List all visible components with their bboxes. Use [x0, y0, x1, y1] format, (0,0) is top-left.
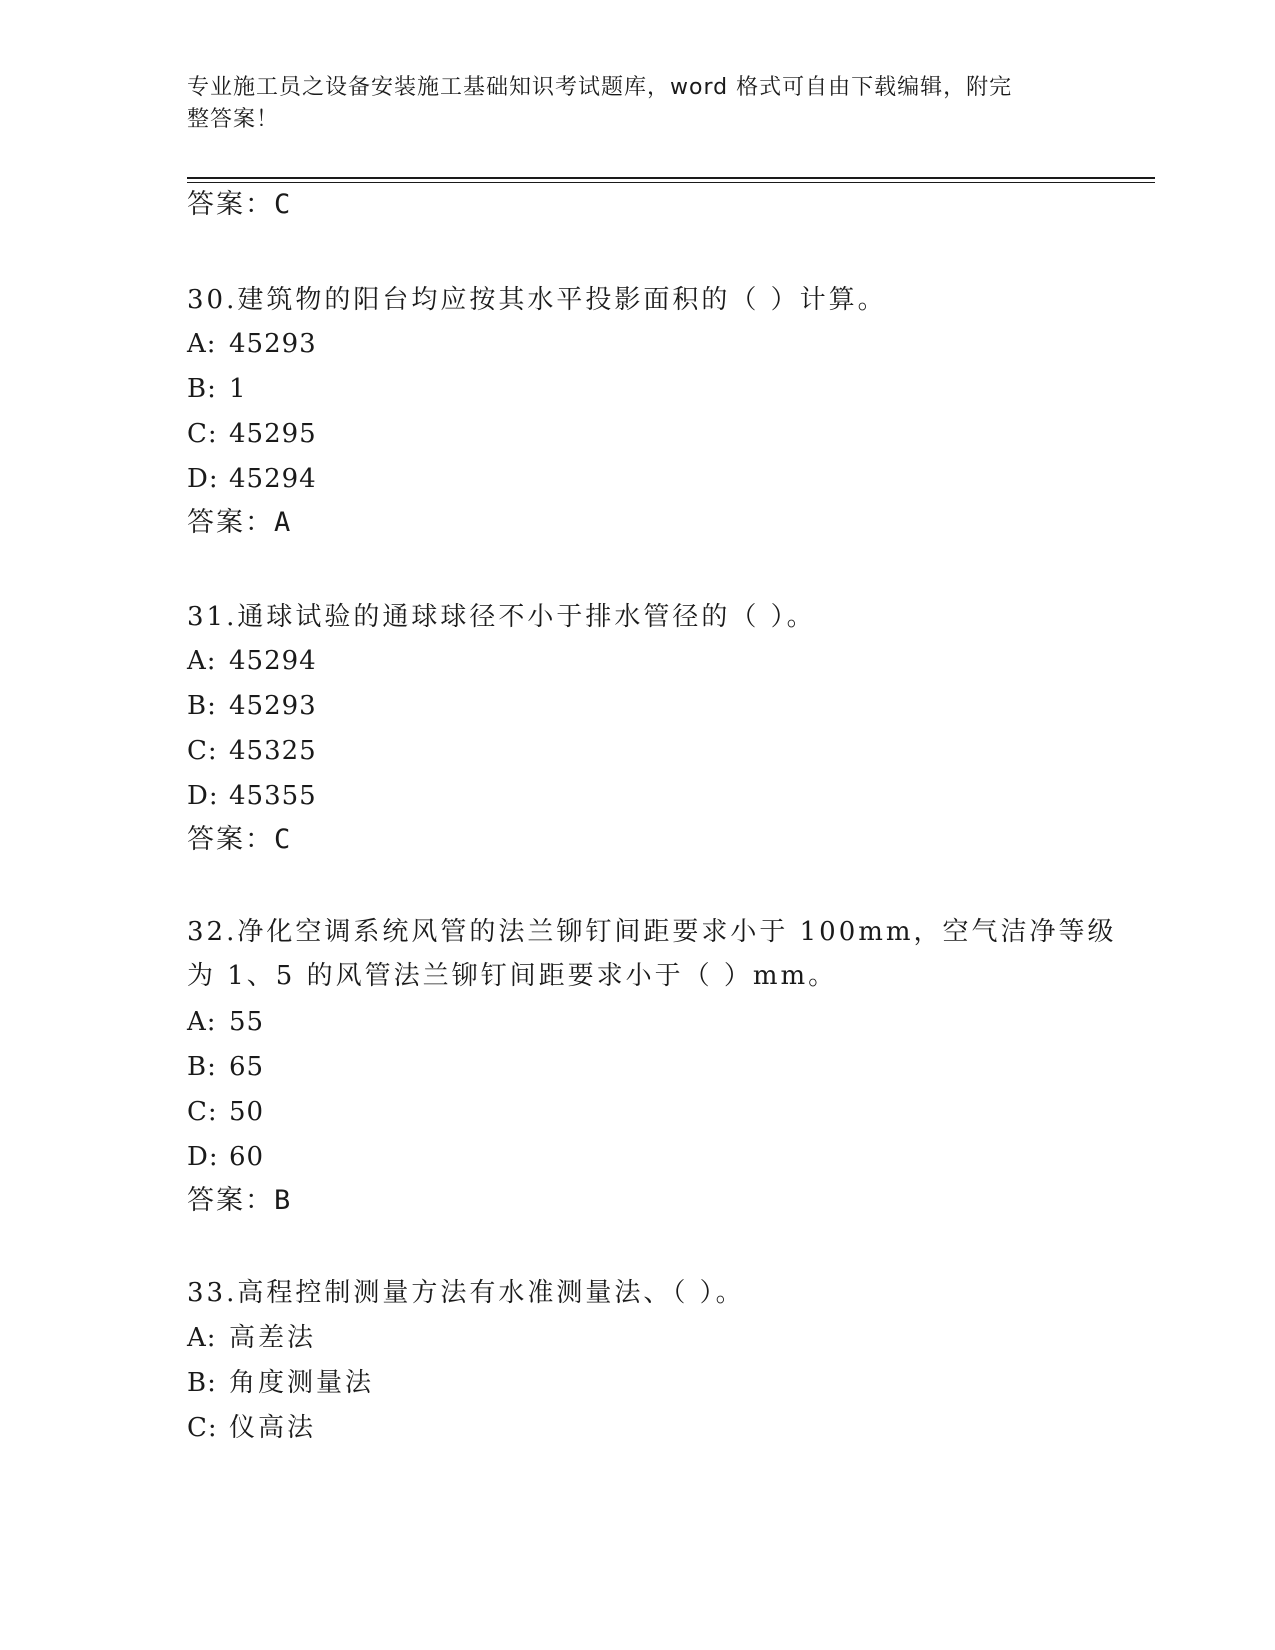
option-value: 45293 — [229, 329, 317, 359]
question-31-option-d — [187, 778, 317, 814]
option-key: D: — [187, 781, 219, 811]
option-value: 45295 — [229, 419, 317, 449]
option-value: 仪高法 — [229, 1413, 317, 1443]
document-header — [187, 72, 1067, 136]
option-key: A: — [187, 329, 217, 359]
question-33-option-c — [187, 1410, 316, 1446]
option-key: D: — [187, 464, 219, 494]
option-value: 1 — [229, 374, 247, 404]
option-key: C: — [187, 736, 218, 766]
option-value: 50 — [229, 1097, 265, 1127]
answer-label: 答案： — [187, 824, 274, 855]
question-31-text: 31.通球试验的通球球径不小于排水管径的（ ）。 — [187, 602, 816, 632]
question-31-answer — [187, 822, 292, 858]
header-line-1: 专业施工员之设备安装施工基础知识考试题库，word 格式可自由下载编辑，附完 — [187, 75, 1013, 100]
question-31-option-b — [187, 688, 317, 724]
question-30-option-c — [187, 416, 317, 452]
question-30-answer — [187, 505, 292, 541]
header-divider-thick — [187, 177, 1155, 179]
answer-value: A — [274, 507, 293, 538]
question-33-text: 33.高程控制测量方法有水准测量法、（ ）。 — [187, 1278, 745, 1308]
question-30-option-d — [187, 461, 317, 497]
option-value: 55 — [229, 1007, 265, 1037]
answer-label: 答案： — [187, 1185, 274, 1216]
answer-value: C — [274, 189, 293, 220]
header-divider-thin — [187, 182, 1155, 183]
question-32-answer — [187, 1183, 292, 1219]
question-32-text-line-1: 32.净化空调系统风管的法兰铆钉间距要求小于 100mm，空气洁净等级 — [187, 917, 1117, 947]
option-key: C: — [187, 1097, 218, 1127]
answer-line — [187, 187, 292, 223]
option-key: A: — [187, 1007, 217, 1037]
question-31-option-a — [187, 643, 317, 679]
question-32-option-c — [187, 1094, 264, 1130]
answer-label: 答案： — [187, 507, 274, 538]
option-value: 60 — [229, 1142, 265, 1172]
question-30-text: 30.建筑物的阳台均应按其水平投影面积的（ ）计算。 — [187, 285, 887, 315]
option-key: A: — [187, 1323, 217, 1353]
option-key: B: — [187, 1052, 217, 1082]
question-32-option-d — [187, 1139, 264, 1175]
question-32-option-b — [187, 1049, 264, 1085]
question-32-option-a — [187, 1004, 264, 1040]
option-value: 45325 — [229, 736, 317, 766]
option-key: B: — [187, 691, 217, 721]
option-value: 45294 — [229, 464, 317, 494]
option-value: 45294 — [229, 646, 317, 676]
question-30-option-b — [187, 371, 247, 407]
answer-value: B — [274, 1185, 293, 1216]
option-key: A: — [187, 646, 217, 676]
question-33-option-b — [187, 1365, 374, 1401]
question-30-option-a — [187, 326, 317, 362]
question-32-text-line-2: 为 1、5 的风管法兰铆钉间距要求小于（ ）mm。 — [187, 961, 838, 991]
answer-value: C — [274, 824, 293, 855]
option-value: 45293 — [229, 691, 317, 721]
option-key: D: — [187, 1142, 219, 1172]
option-key: B: — [187, 374, 217, 404]
option-value: 45355 — [229, 781, 317, 811]
header-line-2: 整答案！ — [187, 107, 280, 132]
answer-label: 答案： — [187, 189, 274, 220]
question-33-option-a — [187, 1320, 316, 1356]
question-31-option-c — [187, 733, 317, 769]
option-key: B: — [187, 1368, 217, 1398]
option-value: 高差法 — [229, 1323, 317, 1353]
option-value: 65 — [229, 1052, 265, 1082]
option-key: C: — [187, 1413, 218, 1443]
option-value: 角度测量法 — [229, 1368, 375, 1398]
option-key: C: — [187, 419, 218, 449]
